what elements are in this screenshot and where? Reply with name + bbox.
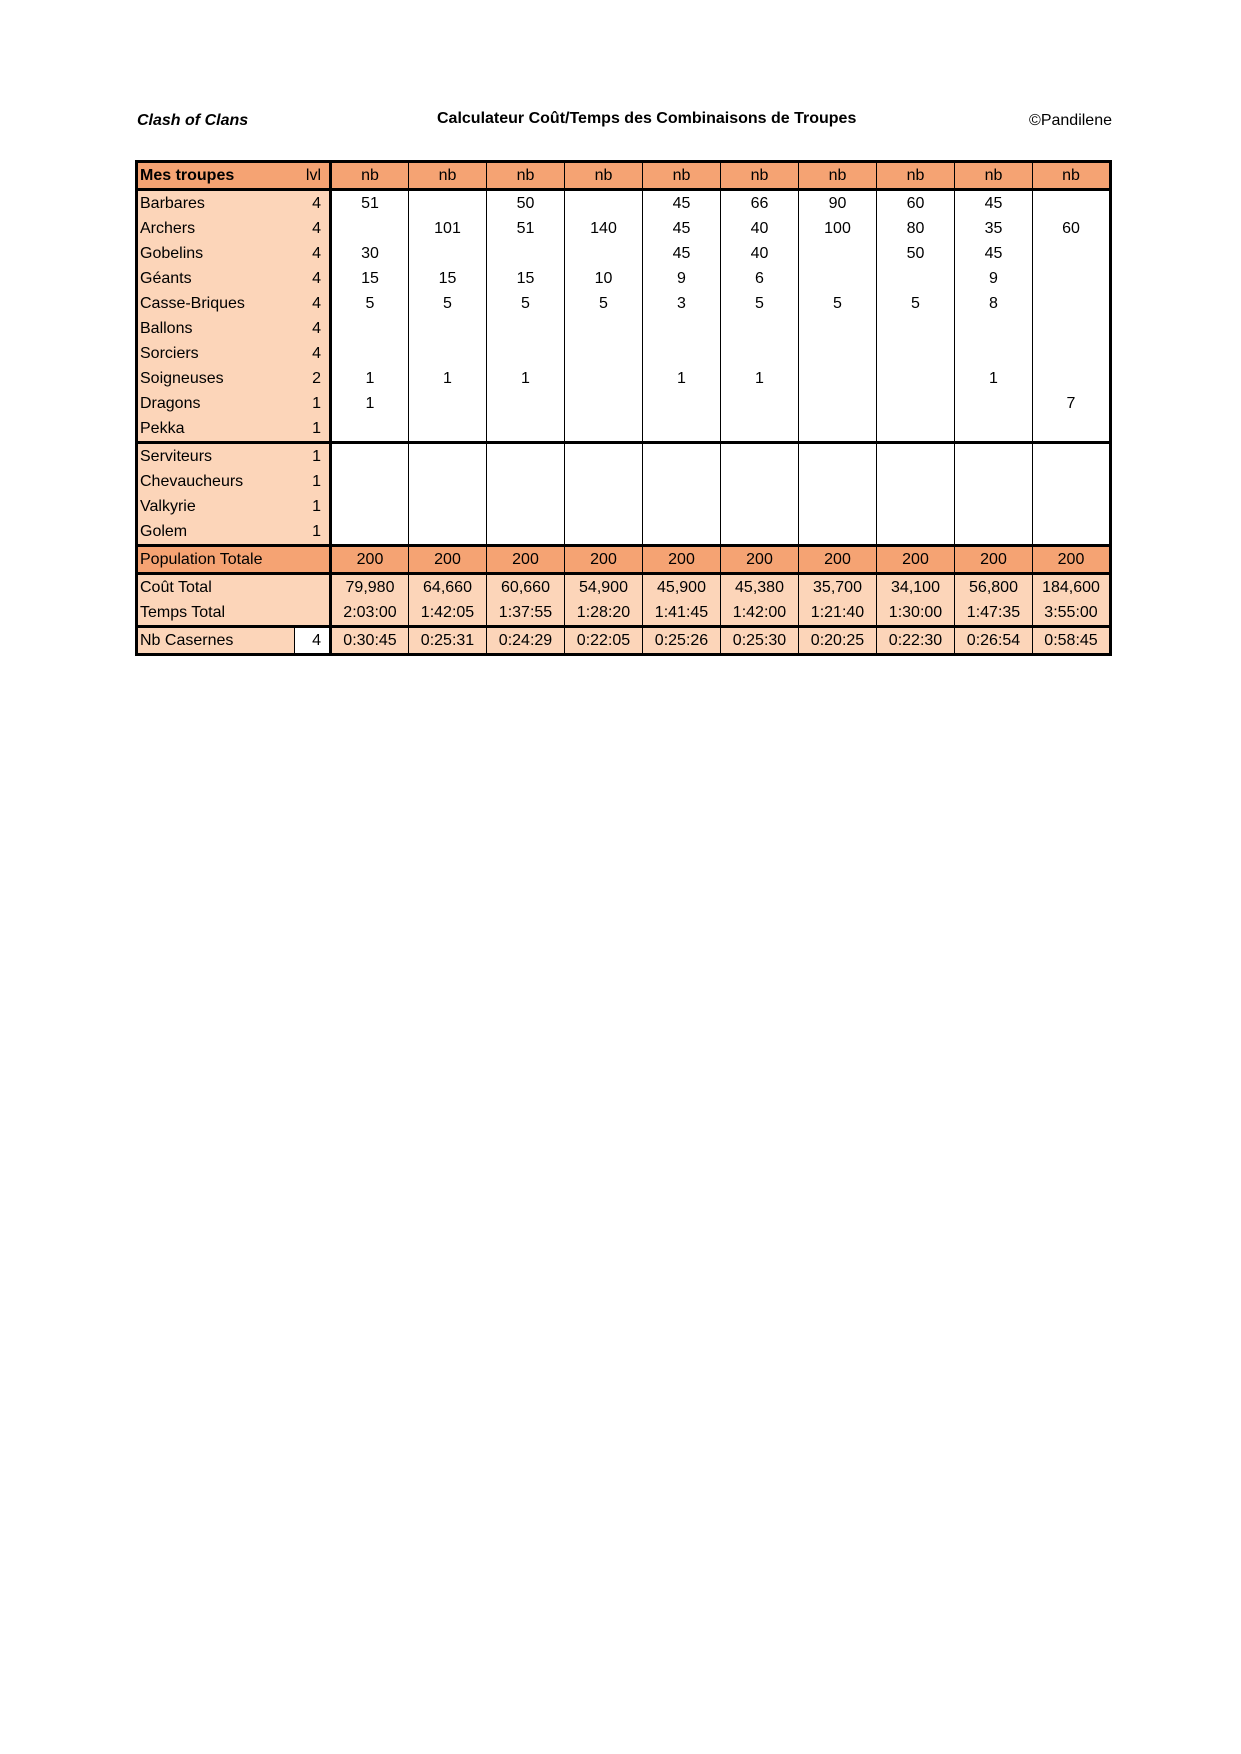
- troop-count-cell[interactable]: [643, 316, 721, 341]
- troop-row: [137, 316, 1111, 341]
- troop-count-cell[interactable]: [409, 391, 487, 416]
- troop-count-cell[interactable]: [721, 519, 799, 546]
- cost-cell: 79,980: [331, 574, 409, 601]
- troop-count-cell[interactable]: [565, 190, 643, 217]
- troop-count-cell[interactable]: 5: [409, 291, 487, 316]
- column-header-nb: nb: [409, 162, 487, 190]
- troop-count-cell[interactable]: [1033, 494, 1111, 519]
- troop-count-cell[interactable]: 8: [955, 291, 1033, 316]
- population-cell: 200: [487, 546, 565, 574]
- troop-count-cell[interactable]: [409, 190, 487, 217]
- troop-count-cell[interactable]: [487, 519, 565, 546]
- troop-count-cell[interactable]: [643, 519, 721, 546]
- troop-count-cell[interactable]: 40: [721, 216, 799, 241]
- troop-count-cell[interactable]: [331, 494, 409, 519]
- troop-count-cell[interactable]: [799, 316, 877, 341]
- column-header-nb: nb: [565, 162, 643, 190]
- troop-count-cell[interactable]: 10: [565, 266, 643, 291]
- troop-count-cell[interactable]: [955, 391, 1033, 416]
- troop-count-cell[interactable]: 35: [955, 216, 1033, 241]
- troop-row: [137, 266, 1111, 291]
- troop-level[interactable]: 1: [295, 443, 331, 470]
- time-cell: 1:42:00: [721, 600, 799, 627]
- troop-count-cell[interactable]: [331, 216, 409, 241]
- troop-count-cell[interactable]: 50: [487, 190, 565, 217]
- copyright: ©Pandilene: [1029, 112, 1112, 129]
- troop-count-cell[interactable]: [877, 391, 955, 416]
- cost-cell: 60,660: [487, 574, 565, 601]
- troop-count-cell[interactable]: [409, 469, 487, 494]
- troop-count-cell[interactable]: [643, 416, 721, 443]
- barracks-row: [137, 627, 1111, 655]
- troop-count-cell[interactable]: [955, 469, 1033, 494]
- troop-count-cell[interactable]: 15: [331, 266, 409, 291]
- troop-count-cell[interactable]: [565, 391, 643, 416]
- troop-row: [137, 443, 1111, 470]
- troop-name: Soigneuses: [137, 366, 295, 391]
- troop-level[interactable]: 2: [295, 366, 331, 391]
- troop-count-cell[interactable]: [799, 241, 877, 266]
- troop-name: Archers: [137, 216, 295, 241]
- troop-count-cell[interactable]: [409, 443, 487, 470]
- time-row: [137, 600, 1111, 627]
- time-cell: 3:55:00: [1033, 600, 1111, 627]
- column-header-nb: nb: [799, 162, 877, 190]
- troop-name: Casse-Briques: [137, 291, 295, 316]
- troop-count-cell[interactable]: [409, 494, 487, 519]
- troop-count-cell[interactable]: [955, 416, 1033, 443]
- population-cell: 200: [877, 546, 955, 574]
- troop-count-cell[interactable]: [721, 469, 799, 494]
- troop-level[interactable]: 1: [295, 469, 331, 494]
- troop-count-cell[interactable]: 5: [721, 291, 799, 316]
- troop-count-cell[interactable]: 51: [331, 190, 409, 217]
- troop-count-cell[interactable]: [1033, 241, 1111, 266]
- cost-label: Coût Total: [137, 574, 331, 601]
- troop-count-cell[interactable]: 1: [409, 366, 487, 391]
- cost-cell: 64,660: [409, 574, 487, 601]
- troop-row: [137, 519, 1111, 546]
- header-row: [137, 162, 1111, 190]
- page-header: [137, 112, 1112, 136]
- troop-count-cell[interactable]: [487, 494, 565, 519]
- troop-count-cell[interactable]: [955, 494, 1033, 519]
- troop-count-cell[interactable]: [799, 416, 877, 443]
- column-header-nb: nb: [955, 162, 1033, 190]
- column-header-nb: nb: [331, 162, 409, 190]
- troop-level[interactable]: 1: [295, 519, 331, 546]
- troop-count-cell[interactable]: [799, 519, 877, 546]
- column-header-nb: nb: [487, 162, 565, 190]
- troop-count-cell[interactable]: [565, 416, 643, 443]
- troop-count-cell[interactable]: [565, 519, 643, 546]
- troop-name: Serviteurs: [137, 443, 295, 470]
- troop-count-cell[interactable]: [877, 366, 955, 391]
- population-label: Population Totale: [137, 546, 331, 574]
- time-cell: 1:42:05: [409, 600, 487, 627]
- troop-count-cell[interactable]: [1033, 443, 1111, 470]
- barracks-time-cell: 0:58:45: [1033, 627, 1111, 655]
- troop-count-cell[interactable]: [643, 494, 721, 519]
- troop-count-cell[interactable]: [799, 366, 877, 391]
- troop-row: [137, 494, 1111, 519]
- troop-name: Ballons: [137, 316, 295, 341]
- population-row: [137, 546, 1111, 574]
- troop-level[interactable]: 1: [295, 494, 331, 519]
- troop-count-cell[interactable]: [643, 391, 721, 416]
- troop-count-cell[interactable]: [955, 519, 1033, 546]
- troop-count-cell[interactable]: 80: [877, 216, 955, 241]
- troop-count-cell[interactable]: [1033, 316, 1111, 341]
- column-header-nb: nb: [877, 162, 955, 190]
- troop-count-cell[interactable]: [877, 316, 955, 341]
- cost-row: [137, 574, 1111, 601]
- troop-count-cell[interactable]: 9: [955, 266, 1033, 291]
- troop-row: [137, 469, 1111, 494]
- troop-count-cell[interactable]: [1033, 190, 1111, 217]
- troop-count-cell[interactable]: [877, 469, 955, 494]
- barracks-time-cell: 0:25:31: [409, 627, 487, 655]
- troop-count-cell[interactable]: [721, 341, 799, 366]
- troop-count-cell[interactable]: [721, 443, 799, 470]
- troop-count-cell[interactable]: 6: [721, 266, 799, 291]
- troop-count-cell[interactable]: [331, 416, 409, 443]
- troop-count-cell[interactable]: 45: [643, 216, 721, 241]
- troop-count-cell[interactable]: [643, 469, 721, 494]
- troop-count-cell[interactable]: [799, 341, 877, 366]
- troop-row: [137, 391, 1111, 416]
- column-header-nb: nb: [1033, 162, 1111, 190]
- troop-count-cell[interactable]: [565, 316, 643, 341]
- barracks-time-cell: 0:20:25: [799, 627, 877, 655]
- troop-count-cell[interactable]: [409, 316, 487, 341]
- troop-level[interactable]: 4: [295, 216, 331, 241]
- troop-count-cell[interactable]: [409, 241, 487, 266]
- troop-count-cell[interactable]: [877, 519, 955, 546]
- barracks-time-cell: 0:24:29: [487, 627, 565, 655]
- troop-count-cell[interactable]: [799, 494, 877, 519]
- troop-row: [137, 241, 1111, 266]
- troop-count-cell[interactable]: [487, 391, 565, 416]
- troop-count-cell[interactable]: 51: [487, 216, 565, 241]
- troop-count-cell[interactable]: [1033, 469, 1111, 494]
- troop-count-cell[interactable]: [331, 469, 409, 494]
- troop-count-cell[interactable]: [877, 341, 955, 366]
- troop-level[interactable]: 1: [295, 416, 331, 443]
- troop-count-cell[interactable]: [565, 341, 643, 366]
- troop-count-cell[interactable]: [1033, 416, 1111, 443]
- troop-count-cell[interactable]: 1: [487, 366, 565, 391]
- population-cell: 200: [409, 546, 487, 574]
- cost-cell: 34,100: [877, 574, 955, 601]
- troop-count-cell[interactable]: [565, 443, 643, 470]
- troop-count-cell[interactable]: 40: [721, 241, 799, 266]
- troop-count-cell[interactable]: [799, 469, 877, 494]
- population-cell: 200: [565, 546, 643, 574]
- troop-level[interactable]: 4: [295, 291, 331, 316]
- troop-level[interactable]: 4: [295, 316, 331, 341]
- troop-count-cell[interactable]: 5: [331, 291, 409, 316]
- troop-count-cell[interactable]: 90: [799, 190, 877, 217]
- troop-count-cell[interactable]: 15: [409, 266, 487, 291]
- troop-count-cell[interactable]: [721, 391, 799, 416]
- troop-count-cell[interactable]: 1: [331, 366, 409, 391]
- troop-count-cell[interactable]: [721, 494, 799, 519]
- troop-count-cell[interactable]: [565, 494, 643, 519]
- troop-count-cell[interactable]: 5: [799, 291, 877, 316]
- troop-count-cell[interactable]: [331, 316, 409, 341]
- troop-count-cell[interactable]: 45: [955, 190, 1033, 217]
- troop-count-cell[interactable]: [1033, 341, 1111, 366]
- barracks-time-cell: 0:26:54: [955, 627, 1033, 655]
- troop-count-cell[interactable]: [799, 391, 877, 416]
- troop-level[interactable]: 4: [295, 241, 331, 266]
- troop-count-cell[interactable]: [487, 469, 565, 494]
- troop-count-cell[interactable]: [877, 494, 955, 519]
- troop-count-cell[interactable]: 1: [331, 391, 409, 416]
- population-cell: 200: [643, 546, 721, 574]
- troop-level[interactable]: 1: [295, 391, 331, 416]
- troop-count-cell[interactable]: 100: [799, 216, 877, 241]
- time-cell: 2:03:00: [331, 600, 409, 627]
- population-cell: 200: [721, 546, 799, 574]
- troop-count-cell[interactable]: 5: [565, 291, 643, 316]
- time-cell: 1:47:35: [955, 600, 1033, 627]
- sheet-title: Calculateur Coût/Temps des Combinaisons de Troupes: [437, 110, 857, 127]
- troop-count-cell[interactable]: [1033, 519, 1111, 546]
- troop-count-cell[interactable]: [565, 469, 643, 494]
- troop-count-cell[interactable]: 101: [409, 216, 487, 241]
- troop-count-cell[interactable]: [877, 266, 955, 291]
- troop-count-cell[interactable]: 60: [1033, 216, 1111, 241]
- population-cell: 200: [1033, 546, 1111, 574]
- troop-count-cell[interactable]: 1: [721, 366, 799, 391]
- troop-name: Pekka: [137, 416, 295, 443]
- troop-count-cell[interactable]: [331, 519, 409, 546]
- barracks-time-cell: 0:22:05: [565, 627, 643, 655]
- cost-cell: 45,380: [721, 574, 799, 601]
- troop-count-cell[interactable]: [1033, 266, 1111, 291]
- column-header-lvl: lvl: [295, 162, 331, 190]
- population-cell: 200: [331, 546, 409, 574]
- troop-count-cell[interactable]: [799, 266, 877, 291]
- barracks-label: Nb Casernes: [137, 627, 295, 655]
- troop-row: [137, 291, 1111, 316]
- troop-count-cell[interactable]: [955, 443, 1033, 470]
- troop-name: Barbares: [137, 190, 295, 217]
- troop-row: [137, 366, 1111, 391]
- troop-count-cell[interactable]: 3: [643, 291, 721, 316]
- time-cell: 1:37:55: [487, 600, 565, 627]
- troop-name: Valkyrie: [137, 494, 295, 519]
- troop-name: Chevaucheurs: [137, 469, 295, 494]
- troop-count-cell[interactable]: 66: [721, 190, 799, 217]
- troop-count-cell[interactable]: 45: [643, 241, 721, 266]
- barracks-count-input[interactable]: 4: [295, 627, 331, 655]
- troop-count-cell[interactable]: [487, 316, 565, 341]
- troop-level[interactable]: 4: [295, 190, 331, 217]
- barracks-time-cell: 0:25:30: [721, 627, 799, 655]
- cost-cell: 54,900: [565, 574, 643, 601]
- app-title: Clash of Clans: [137, 112, 249, 129]
- troop-count-cell[interactable]: [409, 341, 487, 366]
- troop-count-cell[interactable]: [643, 443, 721, 470]
- troop-count-cell[interactable]: [877, 443, 955, 470]
- troop-row: [137, 216, 1111, 241]
- troop-count-cell[interactable]: 9: [643, 266, 721, 291]
- troop-count-cell[interactable]: [721, 416, 799, 443]
- column-header-troops: Mes troupes: [137, 162, 295, 190]
- troop-count-cell[interactable]: 7: [1033, 391, 1111, 416]
- troop-row: [137, 190, 1111, 217]
- troop-count-cell[interactable]: [799, 443, 877, 470]
- troop-count-cell[interactable]: [877, 416, 955, 443]
- troop-count-cell[interactable]: 60: [877, 190, 955, 217]
- troop-count-cell[interactable]: 50: [877, 241, 955, 266]
- troop-count-cell[interactable]: [409, 416, 487, 443]
- column-header-nb: nb: [643, 162, 721, 190]
- troop-count-cell[interactable]: [409, 519, 487, 546]
- troop-count-cell[interactable]: 15: [487, 266, 565, 291]
- troop-name: Géants: [137, 266, 295, 291]
- column-header-nb: nb: [721, 162, 799, 190]
- troop-count-cell[interactable]: [487, 241, 565, 266]
- troop-row: [137, 341, 1111, 366]
- troop-row: [137, 416, 1111, 443]
- time-cell: 1:28:20: [565, 600, 643, 627]
- troop-count-cell[interactable]: 45: [955, 241, 1033, 266]
- troop-count-cell[interactable]: 1: [955, 366, 1033, 391]
- troop-name: Golem: [137, 519, 295, 546]
- troop-count-cell[interactable]: [565, 366, 643, 391]
- troop-count-cell[interactable]: 140: [565, 216, 643, 241]
- barracks-time-cell: 0:22:30: [877, 627, 955, 655]
- troop-count-cell[interactable]: [1033, 291, 1111, 316]
- troop-count-cell[interactable]: 5: [877, 291, 955, 316]
- cost-cell: 56,800: [955, 574, 1033, 601]
- time-label: Temps Total: [137, 600, 331, 627]
- troop-count-cell[interactable]: [1033, 366, 1111, 391]
- troop-name: Dragons: [137, 391, 295, 416]
- troop-count-cell[interactable]: [955, 341, 1033, 366]
- troop-count-cell[interactable]: [331, 341, 409, 366]
- population-cell: 200: [955, 546, 1033, 574]
- time-cell: 1:41:45: [643, 600, 721, 627]
- time-cell: 1:30:00: [877, 600, 955, 627]
- troop-count-cell[interactable]: 1: [643, 366, 721, 391]
- troop-count-cell[interactable]: [487, 341, 565, 366]
- troop-name: Sorciers: [137, 341, 295, 366]
- troop-count-cell[interactable]: [487, 416, 565, 443]
- troop-count-cell[interactable]: [565, 241, 643, 266]
- troop-name: Gobelins: [137, 241, 295, 266]
- troop-count-cell[interactable]: [955, 316, 1033, 341]
- troop-count-cell[interactable]: 45: [643, 190, 721, 217]
- troop-count-cell[interactable]: [721, 316, 799, 341]
- cost-cell: 184,600: [1033, 574, 1111, 601]
- barracks-time-cell: 0:30:45: [331, 627, 409, 655]
- troop-count-cell[interactable]: 30: [331, 241, 409, 266]
- troop-level[interactable]: 4: [295, 341, 331, 366]
- troop-level[interactable]: 4: [295, 266, 331, 291]
- barracks-time-cell: 0:25:26: [643, 627, 721, 655]
- cost-cell: 45,900: [643, 574, 721, 601]
- time-cell: 1:21:40: [799, 600, 877, 627]
- cost-cell: 35,700: [799, 574, 877, 601]
- troop-calculator-table: [135, 160, 1112, 656]
- troop-count-cell[interactable]: [643, 341, 721, 366]
- troop-count-cell[interactable]: [331, 443, 409, 470]
- troop-count-cell[interactable]: 5: [487, 291, 565, 316]
- population-cell: 200: [799, 546, 877, 574]
- troop-count-cell[interactable]: [487, 443, 565, 470]
